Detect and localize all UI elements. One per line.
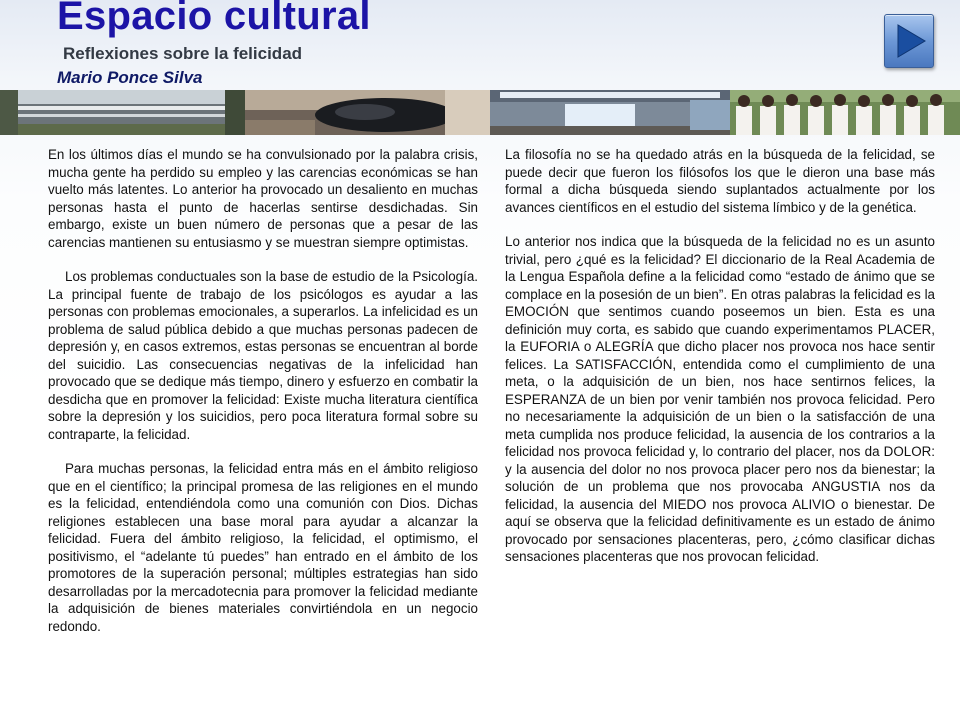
- paragraph: En los últimos días el mundo se ha convulsionado por la palabra crisis, mucha gente ha perdido su empleo y las carencias económicas se han vuelto más latentes. Lo anterior ha provocado un desaliento en muchas personas hasta el punto de hacerlas sentirse desdichadas. Sin embargo, existe un buen número de personas que a pesar de las carencias mantienen su entusiasmo y se muestran siempre optimistas.: [48, 147, 478, 250]
- page-title: Espacio cultural: [57, 0, 371, 38]
- paragraph: Lo anterior nos indica que la búsqueda de la felicidad no es un asunto trivial, pero ¿qué es la felicidad? El diccionario de la Real Academia de la Lengua Española define a la felicidad como “estado de ánimo que se complace en la posesión de un bien”. En otras palabras la felicidad es la EMOCIÓN que sentimos cuando poseemos un bien. Esta es una definición muy corta, es sabido que cuando experimentamos PLACER, la EUFORIA o ALEGRÍA que dicho placer nos provoca nos hace sentir felices. La SATISFACCIÓN, entendida como el cumplimiento de una meta, o la adquisición de un bien, nos hace sentirnos felices, la ESPERANZA de un bien por venir también nos provoca felicidad. Pero no necesariamente la adquisición de un bien o la satisfacción de una meta cumplida nos produce felicidad, la ausencia de los contrarios a la felicidad nos provoca felicidad y, lo contrario del placer, nos da DOLOR: y la ausencia del dolor no nos provoca placer pero nos da bienestar; la solución de un problema que nos provocaba ANGUSTIA nos da felicidad, la ausencia del MIEDO nos provoca ALIVIO o bienestar. De aquí se observa que la felicidad definitivamente es un estado de ánimo provocado por sensaciones placenteras, pero, ¿cómo clasificar dichas sensaciones placenteras que nos provocan felicidad.: [505, 234, 935, 564]
- article-column-right: [505, 146, 935, 583]
- photo-sculpture: [245, 90, 490, 135]
- photo-building: [0, 90, 245, 135]
- article-subtitle: Reflexiones sobre la felicidad: [63, 44, 303, 63]
- paragraph: La filosofía no se ha quedado atrás en la búsqueda de la felicidad, se puede decir que fueron los filósofos los que le dieron una base más formal a dicha búsqueda siendo suplantados actualmente por los avances científicos en el estudio del sistema límbico y de la genética.: [505, 147, 935, 215]
- paragraph: Para muchas personas, la felicidad entra más en el ámbito religioso que en el científico; la principal promesa de las religiones en el mundo es la felicidad, entendiéndola como una comunión con Dios. Dichas religiones establecen una base moral para ayudar a alcanzar la felicidad. Fuera del ámbito religioso, la felicidad, el optimismo, el positivismo, el “adelante tú puedes” han entrado en el ámbito de los promotores de la superación personal; múltiples estrategias han sido desarrolladas por la mercadotecnia para promover la felicidad mediante la adquisición de bienes materiales convirtiéndola en un negocio redondo.: [48, 461, 478, 634]
- photo-classroom: [490, 90, 730, 135]
- paragraph: Los problemas conductuales son la base de estudio de la Psicología. La principal fuente de trabajo de los psicólogos es ayudar a las personas con problemas emocionales, a superarlos. La infelicidad es un problema de salud pública debido a que muchas personas padecen de depresión y, en casos extremos, estas personas se encuentran al borde del suicidio. Las consecuencias negativas de la infelicidad han provocado que se dedique más tiempo, dinero y esfuerzo en combatir la desdicha que en promover la felicidad: Existe mucha literatura científica sobre la depresión y los suicidios, pero poca literatura formal sobre su contraparte, la felicidad.: [48, 269, 478, 442]
- next-slide-button[interactable]: [884, 14, 934, 68]
- photo-people: [730, 90, 960, 135]
- author-name: Mario Ponce Silva: [57, 68, 203, 87]
- article-column-left: [48, 146, 478, 652]
- play-triangle-icon: [885, 15, 933, 67]
- photo-banner: [0, 90, 960, 135]
